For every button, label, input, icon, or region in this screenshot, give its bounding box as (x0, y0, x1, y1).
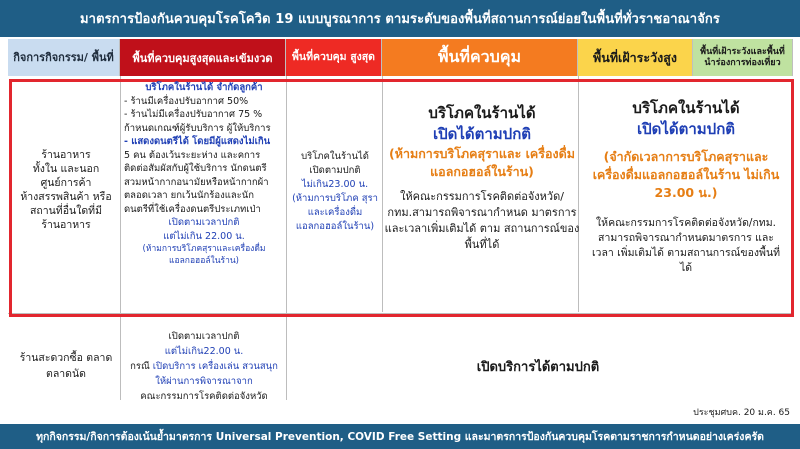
restaurant-max-strict-rules: บริโภคในร้านได้ จำกัดลูกค้า - ร้านมีเครื่องปรับอากาศ 50% - ร้านไม่มีเครื่องปรับอากาศ 75 % ก้าหนดเกณฑ์ผู้รับบริการ ผู้ให้บริการ - แสดงดนตรีได้ โดยมีผู้แสดงไม่เกิน 5 คน ต้องเว้นระยะห่าง และคการ ติดต่อสัมผัสกับผู้ใช้บริการ นักดนตรี สวมหน้ากากอนามัยหรือหน้ากากผ้า ตลอดเวลา ยกเว้นนักร้องและนัก ดนตรีที่ใช้เครื่องดนตรีประเภทเป่า เปิดตามเวลาปกติ แต่ไม่เกิน 22.00 น. (ห้ามการบริโภคสุราและเครื่องดื่ม แอลกอฮอล์ในร้าน) (124, 82, 271, 266)
restaurant-control-rules: บริโภคในร้านได้ เปิดได้ตามปกติ (ห้ามการบริโภคสุราและ เครื่องดื่มแอลกอฮอล์ในร้าน) ให้คณะกรรมการโรคติดต่อจังหวัด/ กทม.สามารถพิจารณากำหนด มาตรการ และเวลาเพิ่มเติมได้ ตาม สถานการณ์ของพื้นที่ได้ (384, 104, 580, 251)
divider (8, 313, 792, 314)
footer-note: ทุกกิจกรรม/กิจการต้องเน้นย้ำมาตรการ Universal Prevention, COVID Free Setting และมาตรการป้องกันควบคุมโรคตามราชการกำหนดอย่างเคร่งครัด (0, 424, 800, 449)
divider (120, 76, 121, 400)
divider (286, 76, 287, 400)
source-note: ประชุมศบค. 20 ม.ค. 65 (693, 408, 790, 418)
header-max-zone: พื้นที่ควบคุม สูงสุด (286, 39, 382, 76)
restaurant-max-rules: บริโภคในร้านได้ เปิดตามปกติ ไม่เกิน23.00 น. (ห้ามการบริโภค สุราและเครื่องดื่ม แอลกอฮอล์ในร้าน) (292, 151, 378, 232)
divider (382, 76, 383, 312)
header-max-strict-zone: พื้นที่ควบคุมสูงสุดและเข้มงวด (120, 39, 286, 76)
market-open-normal: เปิดบริการได้ตามปกติ (476, 360, 600, 375)
restaurant-activity-label: ร้านอาหาร ทั้งใน และนอก ศูนย์การค้า ห้างสรรพสินค้า หรือ สถานที่อื่นใดที่มี ร้านอาหาร (20, 149, 112, 231)
market-activity-label: ร้านสะดวกซื้อ ตลาด ตลาดนัด (19, 352, 113, 380)
header-control-zone: พื้นที่ควบคุม (382, 39, 578, 76)
market-max-strict-rules: เปิดตามเวลาปกติ แต่ไม่เกิน22.00 น. กรณี เปิดบริการ เครื่องเล่น สวนสนุก ให้ผ่านการพิจารณาจาก คณะกรรมการโรคติดต่อจังหวัด (130, 331, 278, 402)
header-pilot-zone: พื้นที่เฝ้าระวังและพื้นที่นำร่องการท่องเที่ยว (693, 39, 793, 76)
header-watch-zone: พื้นที่เฝ้าระวังสูง (578, 39, 693, 76)
page-title: มาตรการป้องกันควบคุมโรคโควิด 19 แบบบูรณาการ ตามระดับของพื้นที่สถานการณ์ย่อยในพื้นที่ทั่วราชอาณาจักร (0, 0, 800, 37)
header-activity: กิจการกิจกรรม/ พื้นที่ (8, 39, 120, 76)
restaurant-watch-rules: บริโภคในร้านได้ เปิดได้ตามปกติ (จำกัดเวลาการบริโภคสุราและ เครื่องดื่มแอลกอฮอล์ในร้าน ไม่เกิน 23.00 น.) ให้คณะกรรมการโรคติดต่อจังหวัด/กทม. สามารถพิจารณากำหนดมาตรการ และเวลา เพิ่มเติมได้ ตามสถานการณ์ของพื้นที่ได้ (591, 99, 781, 274)
